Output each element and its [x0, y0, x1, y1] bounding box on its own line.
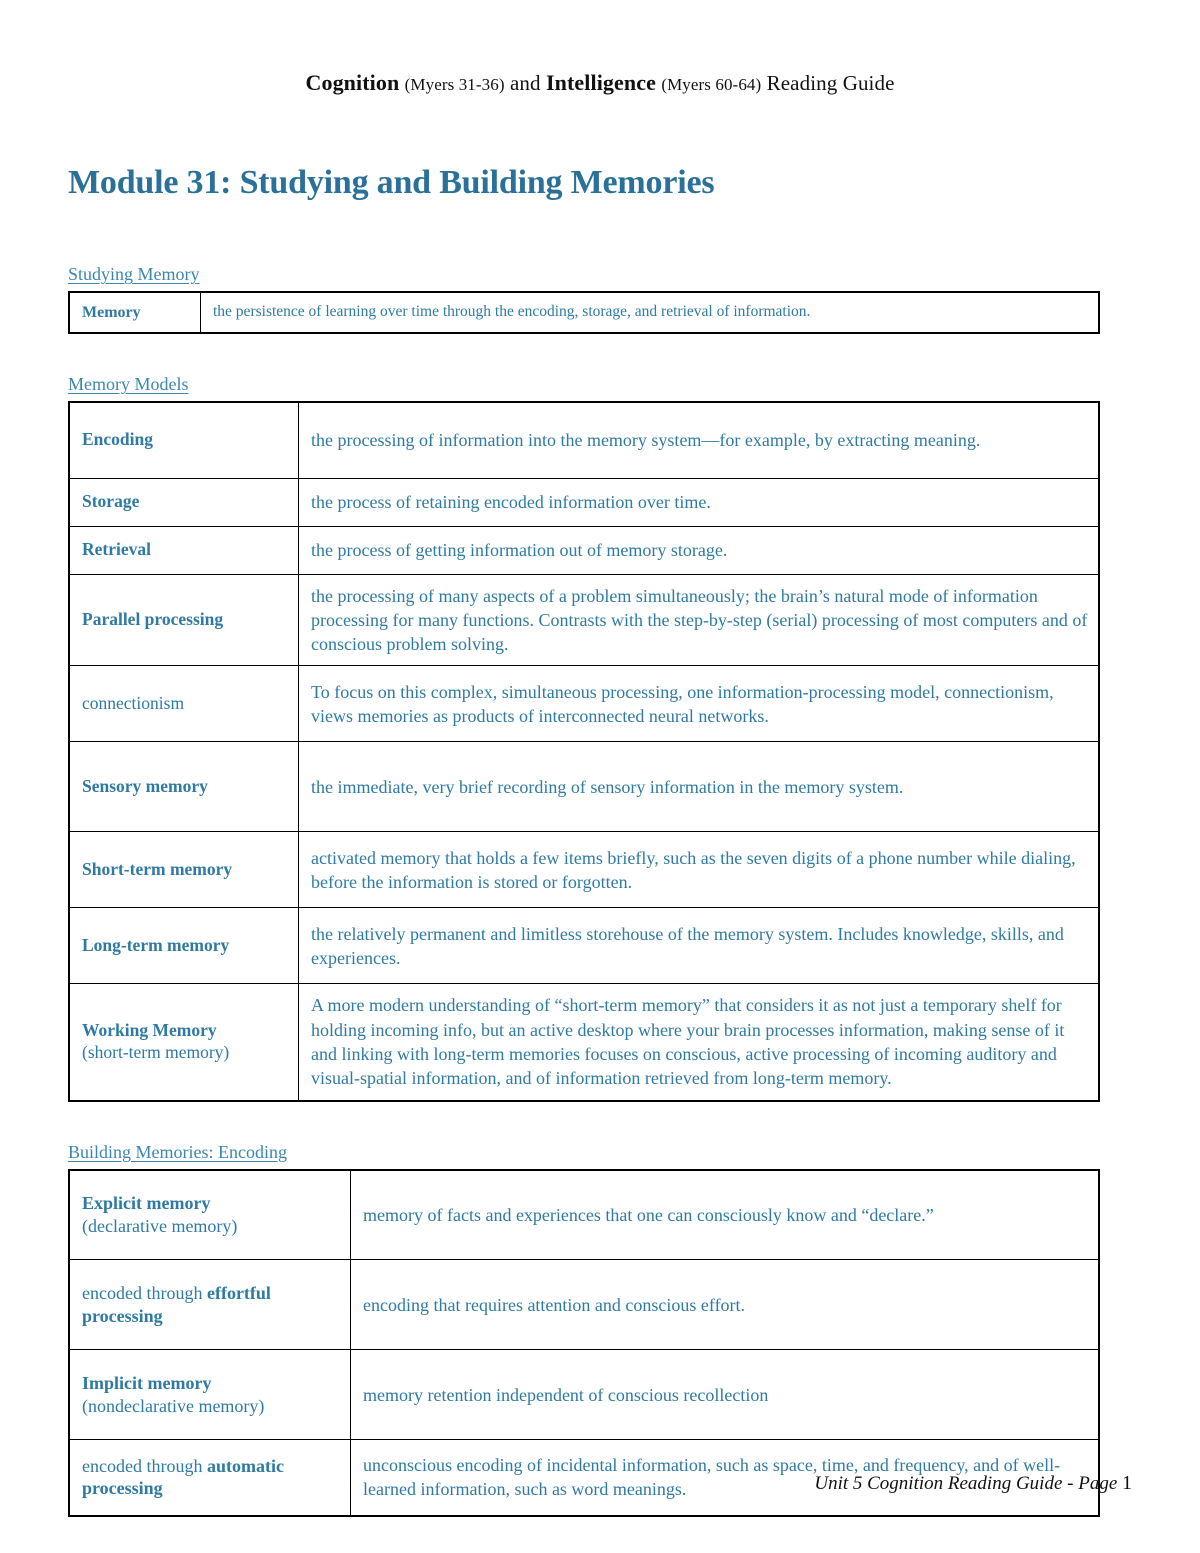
definition-cell: the relatively permanent and limitless storehouse of the memory system. Includes knowledge, skills, and experiences. [299, 908, 1100, 984]
header-ref-cognition: (Myers 31-36) [404, 75, 505, 94]
term-label: Short-term memory [82, 859, 233, 880]
term-cell [69, 574, 299, 666]
term-label: Memory [82, 303, 141, 321]
term-label: Parallel processing [82, 609, 224, 630]
term-label: Long-term memory [82, 935, 230, 956]
table-row [69, 832, 1099, 908]
definition-cell: memory of facts and experiences that one can consciously know and “declare.” [351, 1170, 1100, 1260]
section-label-building-memories: Building Memories: Encoding [68, 1141, 287, 1162]
table-row [69, 908, 1099, 984]
document-footer [814, 1472, 1132, 1495]
footer-text: Unit 5 Cognition Reading Guide - Page [814, 1473, 1118, 1494]
definition-cell: the process of retaining encoded information over time. [299, 478, 1100, 526]
term-label: Storage [82, 491, 140, 512]
term-cell [69, 666, 299, 742]
definition-cell: memory retention independent of conscious recollection [351, 1350, 1100, 1440]
table-row [69, 984, 1099, 1101]
definition-cell: encoding that requires attention and conscious effort. [351, 1260, 1100, 1350]
term-label: Implicit memory [82, 1373, 212, 1394]
term-cell [69, 478, 299, 526]
term-cell [69, 1170, 351, 1260]
term-label-prefix: encoded through [82, 1283, 207, 1304]
table-row [69, 1170, 1099, 1260]
header-topic-intelligence: Intelligence [545, 70, 656, 95]
term-cell [69, 1440, 351, 1516]
term-label: Working Memory [82, 1020, 217, 1041]
term-cell [69, 984, 299, 1101]
table-building-memories [68, 1169, 1100, 1517]
definition-cell: To focus on this complex, simultaneous processing, one information-processing model, connectionism, views memories as products of interconnected neural networks. [299, 666, 1100, 742]
table-row [69, 666, 1099, 742]
definition-cell: the processing of information into the memory system—for example, by extracting meaning. [299, 402, 1100, 478]
definition-cell: the immediate, very brief recording of sensory information in the memory system. [299, 742, 1100, 832]
term-cell [69, 1260, 351, 1350]
term-label-secondary: connectionism [82, 693, 185, 714]
definition-cell: activated memory that holds a few items briefly, such as the seven digits of a phone number while dialing, before the information is stored or forgotten. [299, 832, 1100, 908]
term-cell [69, 742, 299, 832]
term-label-secondary: (declarative memory) [82, 1215, 238, 1236]
table-row [69, 526, 1099, 574]
section-label-studying-memory: Studying Memory [68, 264, 200, 285]
term-label-secondary: (short-term memory) [82, 1042, 230, 1063]
term-label: effortful processing [82, 1283, 271, 1326]
header-topic-cognition: Cognition [305, 70, 400, 95]
term-label: automatic processing [82, 1455, 284, 1499]
term-cell [69, 908, 299, 984]
table-memory-models [68, 401, 1100, 1102]
header-suffix: Reading Guide [766, 71, 895, 95]
term-cell [69, 402, 299, 478]
term-label: Retrieval [82, 539, 151, 560]
table-row [69, 574, 1099, 666]
term-cell [69, 832, 299, 908]
definition-cell: the persistence of learning over time through the encoding, storage, and retrieval of information. [201, 292, 1100, 333]
term-cell [69, 1350, 351, 1440]
header-ref-intelligence: (Myers 60-64) [661, 75, 762, 94]
page-title: Module 31: Studying and Building Memories [68, 164, 715, 201]
table-row [69, 292, 1099, 333]
table-row [69, 478, 1099, 526]
definition-cell: A more modern understanding of “short-term memory” that considers it as not just a temporary shelf for holding incoming info, but an active desktop where your brain processes information, making sense of it and linking with long-term memories focuses on conscious, active processing of incoming auditory and visual-spatial information, and of information retrieved from long-term memory. [299, 984, 1100, 1101]
header-conjunction: and [510, 71, 541, 95]
table-row [69, 742, 1099, 832]
term-label: Sensory memory [82, 776, 208, 797]
definition-cell: the processing of many aspects of a problem simultaneously; the brain’s natural mode of information processing for many functions. Contrasts with the step-by-step (serial) processing of most computers and of conscious problem solving. [299, 574, 1100, 666]
term-label-secondary: (nondeclarative memory) [82, 1395, 265, 1416]
section-label-memory-models: Memory Models [68, 374, 189, 395]
definition-cell: the process of getting information out of memory storage. [299, 526, 1100, 574]
term-label-prefix: encoded through [82, 1455, 207, 1476]
table-row [69, 402, 1099, 478]
table-row [69, 1350, 1099, 1440]
footer-page-number: 1 [1122, 1472, 1132, 1494]
definition-cell: unconscious encoding of incidental information, such as space, time, and frequency, and of well-learned information, such as word meanings. [351, 1440, 1100, 1516]
document-running-header [68, 0, 1132, 96]
table-studying-memory [68, 291, 1100, 334]
term-label: Encoding [82, 429, 153, 450]
term-label: Explicit memory [82, 1193, 211, 1214]
table-row [69, 1260, 1099, 1350]
term-cell [69, 526, 299, 574]
term-cell [69, 292, 201, 333]
